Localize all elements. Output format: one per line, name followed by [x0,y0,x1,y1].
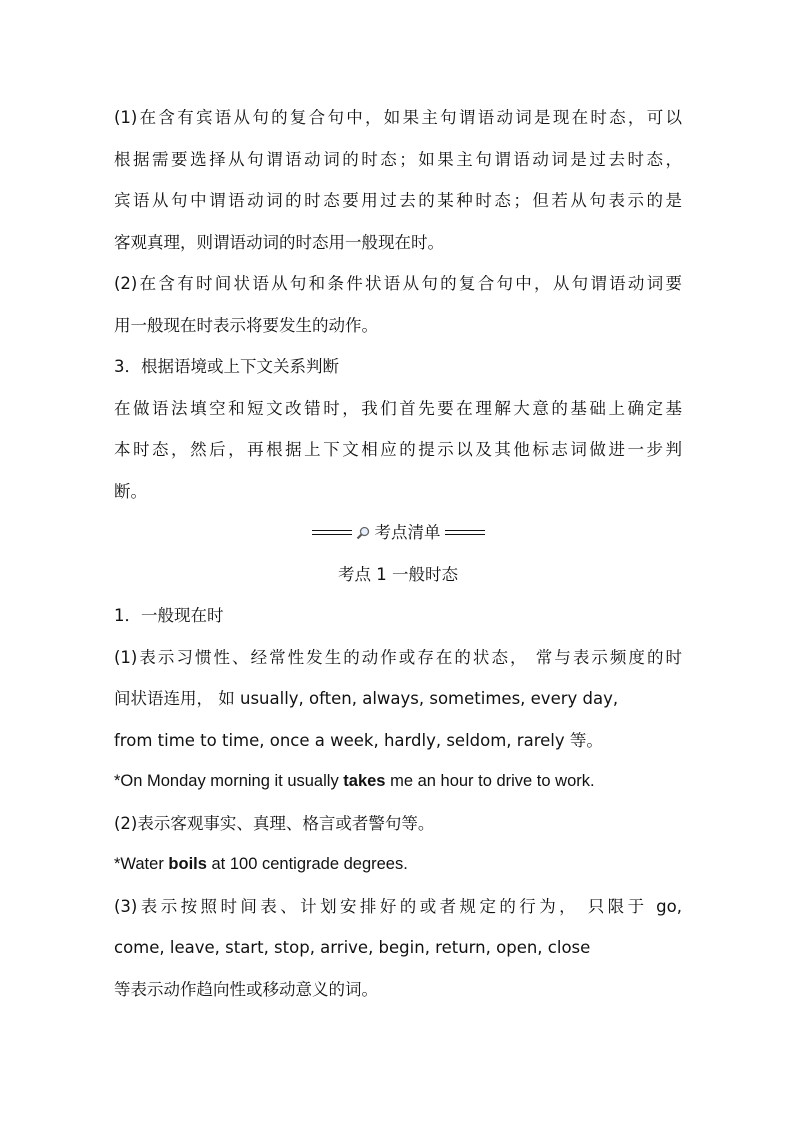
paragraph-line-10: 断。 [114,481,147,501]
paragraph-line-3: 宾语从句中谓语动词的时态要用过去的某种时态；但若从句表示的是 [114,191,682,210]
example1-after: me an hour to drive to work. [385,772,595,790]
section-title: 考点 1 一般时态 [338,564,458,584]
banner-rule-right [445,530,485,535]
example1-keyword: takes [343,772,386,790]
document-page [114,97,682,1010]
magnifier-icon [356,526,370,540]
item3-line-2: come, leave, start, stop, arrive, begin, return, open, close [114,938,591,957]
item1-line-3: from time to time, once a week, hardly, seldom, rarely 等。 [114,730,603,750]
paragraph-line-1: (1)在含有宾语从句的复合句中，如果主句谓语动词是现在时态，可以 [114,108,682,127]
item3-line-3: 等表示动作趋向性或移动意义的词。 [114,979,378,999]
item2-line: (2)表示客观事实、真理、格言或者警句等。 [114,813,435,833]
paragraph-line-6: 用一般现在时表示将要发生的动作。 [114,315,378,335]
heading-3: 3．根据语境或上下文关系判断 [114,357,339,376]
item1-line-2: 间状语连用， 如 usually, often, always, sometimes, every day, [114,689,619,708]
example-sentence-1 [114,761,682,803]
paragraph-line-9: 本时态，然后，再根据上下文相应的提示以及其他标志词做进一步判 [114,440,682,459]
paragraph-line-8: 在做语法填空和短文改错时，我们首先要在理解大意的基础上确定基 [114,398,682,418]
example2-before: *Water [114,855,169,873]
subsection-title: 1．一般现在时 [114,606,224,625]
example-sentence-2 [114,844,682,886]
item3-line-1: (3)表示按照时间表、计划安排好的或者规定的行为， 只限于 go, [114,896,682,916]
paragraph-line-2: 根据需要选择从句谓语动词的时态；如果主句谓语动词是过去时态， [114,149,682,169]
example1-before: *On Monday morning it usually [114,772,344,790]
banner-title: 考点清单 [374,523,441,542]
banner-rule-left [312,530,352,535]
item1-line-1: (1)表示习惯性、经常性发生的动作或存在的状态， 常与表示频度的时 [114,647,682,667]
example2-keyword: boils [168,855,207,873]
paragraph-line-5: (2)在含有时间状语从句和条件状语从句的复合句中，从句谓语动词要 [114,274,682,293]
section-banner [114,512,682,554]
paragraph-line-4: 客观真理，则谓语动词的时态用一般现在时。 [114,232,444,252]
example2-after: at 100 centigrade degrees. [206,855,408,873]
